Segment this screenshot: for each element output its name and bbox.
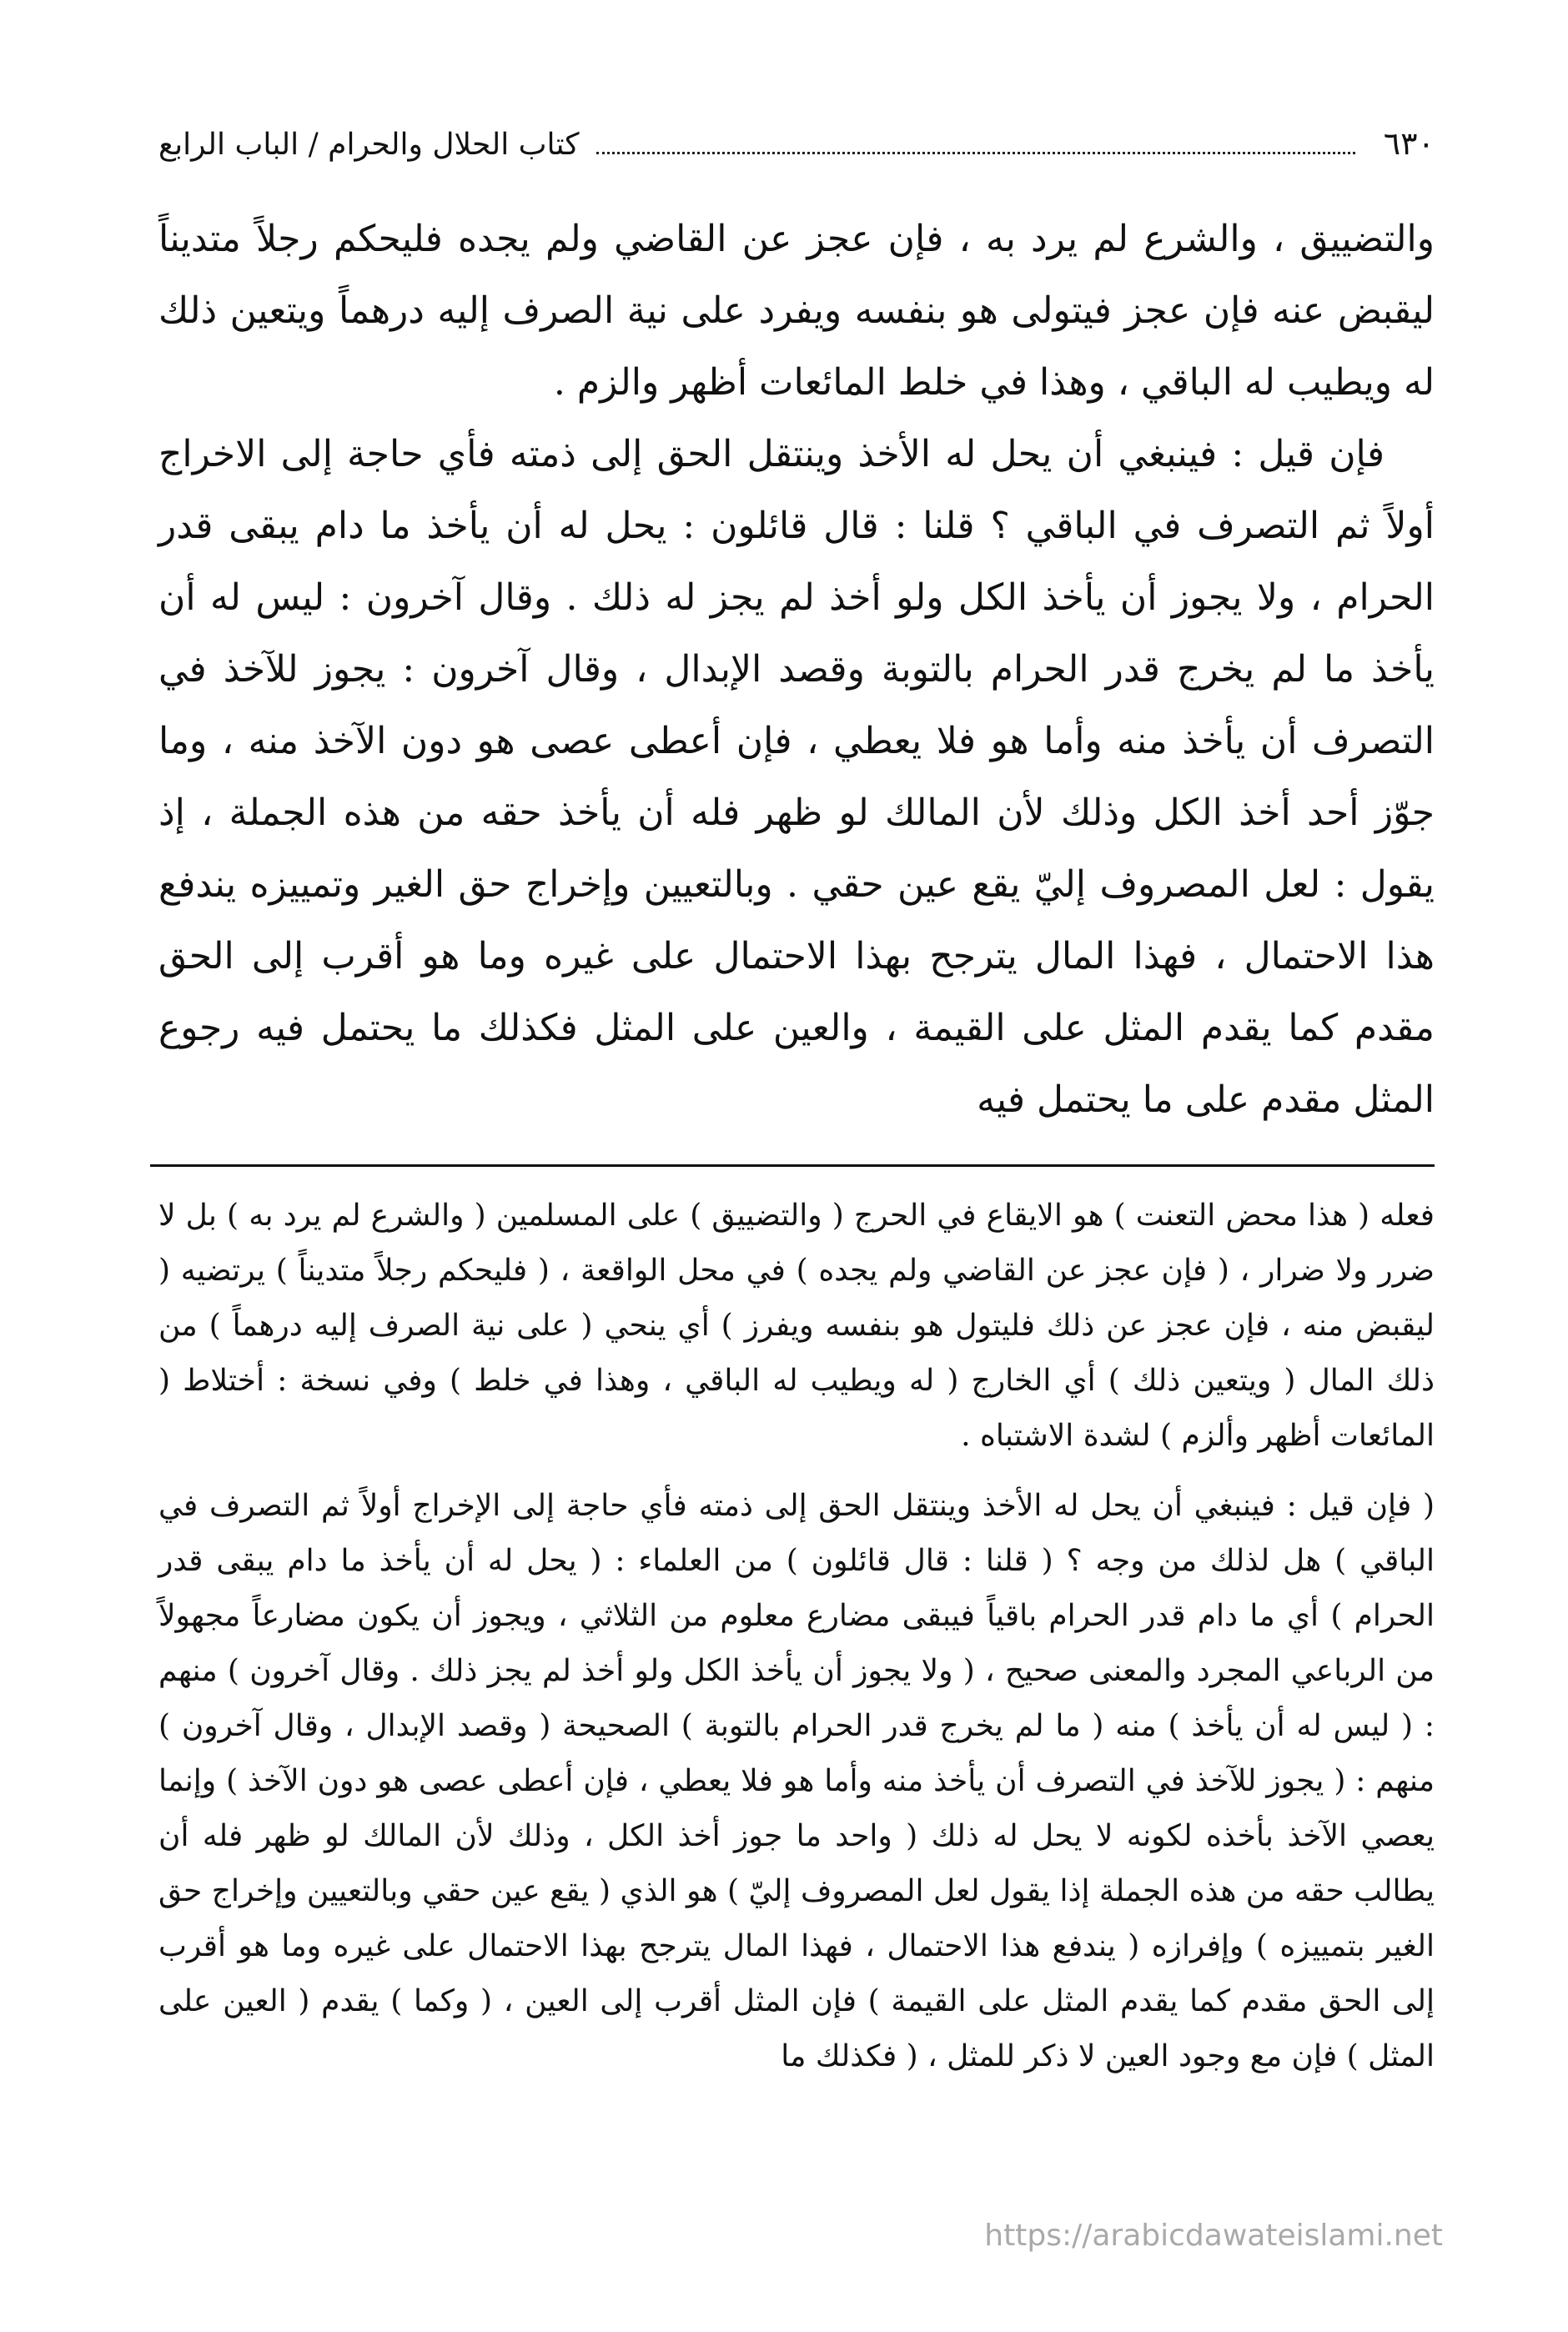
- main-paragraph-2: فإن قيل : فينبغي أن يحل له الأخذ وينتقل الحق إلى ذمته فأي حاجة إلى الاخراج أولاً ثم التصرف في الباقي ؟ قلنا : قال قائلون : يحل له أن يأخذ ما دام يبقى قدر الحرام ، ولا يجوز أن يأخذ الكل ولو أخذ لم يجز له ذلك . وقال آخرون : ليس له أن يأخذ ما لم يخرج قدر الحرام بالتوبة وقصد الإبدال ، وقال آخرون : يجوز للآخذ في التصرف أن يأخذ منه وأما هو فلا يعطي ، فإن أعطى عصى هو دون الآخذ منه ، وما جوّز أحد أخذ الكل وذلك لأن المالك لو ظهر فله أن يأخذ حقه من هذه الجملة ، إذ يقول : لعل المصروف إليّ يقع عين حقي . وبالتعيين وإخراج حق الغير وتمييزه يندفع هذا الاحتمال ، فهذا المال يترجح بهذا الاحتمال على غيره وما هو أقرب إلى الحق مقدم كما يقدم المثل على القيمة ، والعين على المثل فكذلك ما يحتمل فيه رجوع المثل مقدم على ما يحتمل فيه: [158, 433, 1435, 1121]
- book-page: [158, 125, 1435, 2260]
- header-dotted-leader: [596, 135, 1355, 154]
- commentary-section: [158, 1189, 1435, 2084]
- commentary-paragraph-1: فعله ( هذا محض التعنت ) هو الايقاع في الحرج ( والتضييق ) على المسلمين ( والشرع لم يرد به ) بل لا ضرر ولا ضرار ، ( فإن عجز عن القاضي ولم يجده ) في محل الواقعة ، ( فليحكم رجلاً متديناً ) يرتضيه ( ليقبض منه ، فإن عجز عن ذلك فليتول هو بنفسه ويفرز ) أي ينحي ( على نية الصرف إليه درهماً ) من ذلك المال ( ويتعين ذلك ) أي الخارج ( له ويطيب له الباقي ، وهذا في خلط ) وفي نسخة : أختلاط ( المائعات أظهر وألزم ) لشدة الاشتباه .: [158, 1199, 1435, 1453]
- footnote-divider: [150, 1164, 1435, 1167]
- running-title: كتاب الحلال والحرام / الباب الرابع: [158, 128, 580, 162]
- main-text: [158, 204, 1435, 1136]
- page-number: ٦٣٠: [1383, 125, 1435, 162]
- commentary-paragraph-2: ( فإن قيل : فينبغي أن يحل له الأخذ وينتقل الحق إلى ذمته فأي حاجة إلى الإخراج أولاً ثم التصرف في الباقي ) هل لذلك من وجه ؟ ( قلنا : قال قائلون ) من العلماء : ( يحل له أن يأخذ ما دام يبقى قدر الحرام ) أي ما دام قدر الحرام باقياً فيبقى مضارع معلوم من الثلاثي ، ويجوز أن يكون مضارعاً مجهولاً من الرباعي المجرد والمعنى صحيح ، ( ولا يجوز أن يأخذ الكل ولو أخذ لم يجز ذلك . وقال آخرون ) منهم : ( ليس له أن يأخذ ) منه ( ما لم يخرج قدر الحرام بالتوبة ) الصحيحة ( وقصد الإبدال ، وقال آخرون ) منهم : ( يجوز للآخذ في التصرف أن يأخذ منه وأما هو فلا يعطي ، فإن أعطى عصى هو دون الآخذ ) وإنما يعصي الآخذ بأخذه لكونه لا يحل له ذلك ( واحد ما جوز أخذ الكل ، وذلك لأن المالك لو ظهر فله أن يطالب حقه من هذه الجملة إذا يقول لعل المصروف إليّ ) هو الذي ( يقع عين حقي وبالتعيين وإخراج حق الغير بتمييزه ) وإفرازه ( يندفع هذا الاحتمال ، فهذا المال يترجح بهذا الاحتمال على غيره وما هو أقرب إلى الحق مقدم كما يقدم المثل على القيمة ) فإن المثل أقرب إلى العين ، ( وكما ) يقدم ( العين على المثل ) فإن مع وجود العين لا ذكر للمثل ، ( فكذلك ما: [158, 1489, 1435, 2073]
- page-header: [158, 125, 1435, 178]
- main-paragraph-1: والتضييق ، والشرع لم يرد به ، فإن عجز عن القاضي ولم يجده فليحكم رجلاً متديناً ليقبض عنه فإن عجز فيتولى هو بنفسه ويفرد على نية الصرف إليه درهماً ويتعين ذلك له ويطيب له الباقي ، وهذا في خلط المائعات أظهر والزم .: [158, 218, 1435, 404]
- watermark-url: https://arabicdawateislami.net: [984, 2219, 1443, 2253]
